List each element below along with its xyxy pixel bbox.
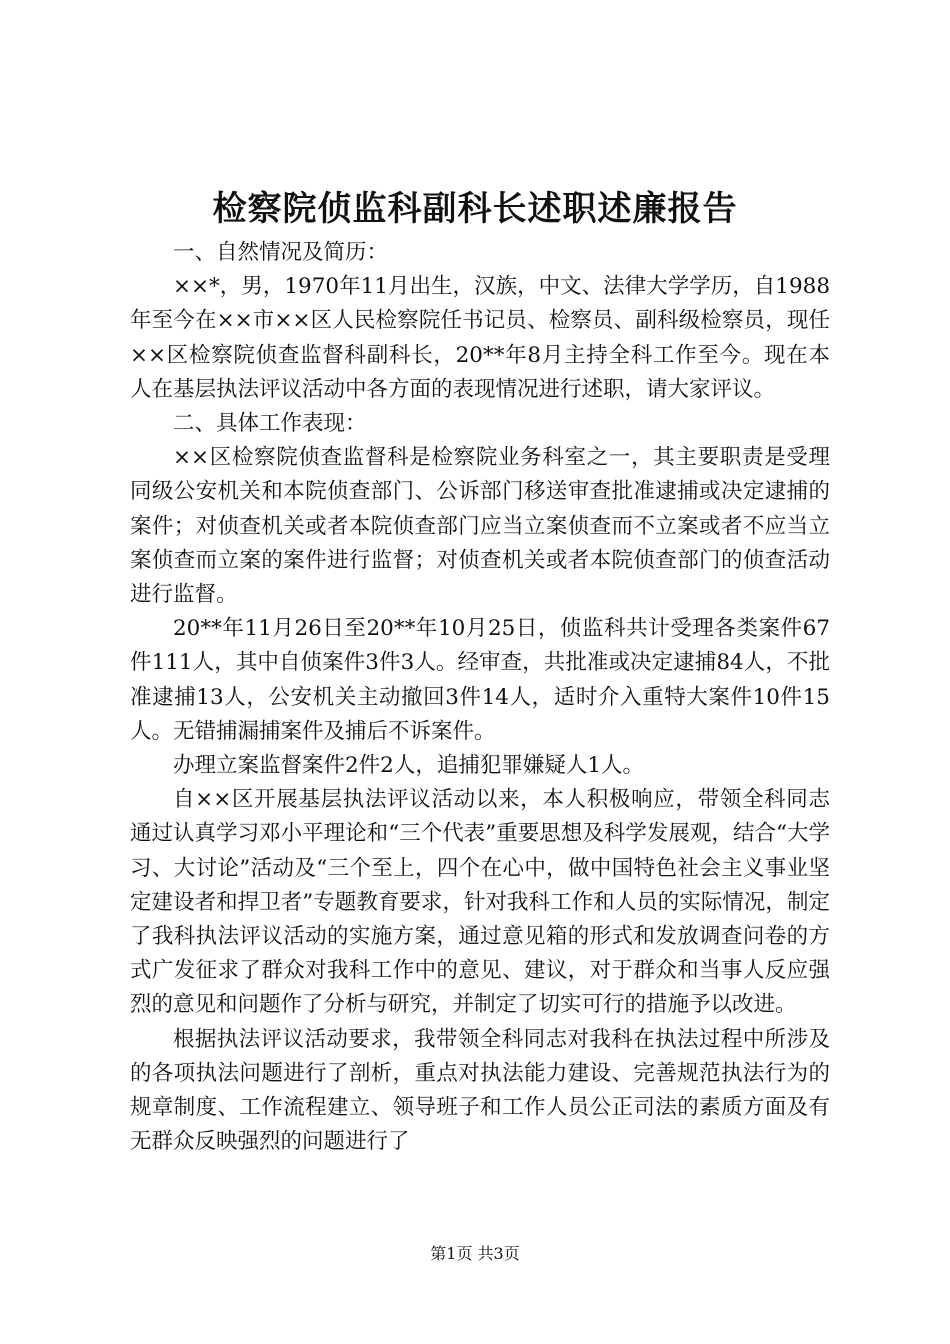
paragraph-problem-analysis: 根据执法评议活动要求，我带领全科同志对我科在执法过程中所涉及的各项执法问题进行了剖析，重点对执法能力建设、完善规范执法行为的规章制度、工作流程建立、领导班子和工作人员公正司法的素质方面及有无群众反映强烈的问题进行了 [130,1026,830,1155]
section-heading-work-performance: 二、具体工作表现： [173,411,367,437]
section-heading-natural-info: 一、自然情况及简历： [173,240,389,265]
paragraph-case-supervision: 办理立案监督案件2件2人，追捕犯罪嫌疑人1人。 [173,753,645,779]
paragraph-resume: ××*，男，1970年11月出生，汉族，中文、法律大学学历，自1988年至今在××市××区人民检察院任书记员、检察员、副科级检察员，现任××区检察院侦查监督科副科长，20**年8月主持全科工作至今。现在本人在基层执法评议活动中各方面的表现情况进行述职，请大家评议。 [130,274,830,402]
paragraph-department-duties: ××区检察院侦查监督科是检察院业务科室之一，其主要职责是受理同级公安机关和本院侦查部门、公诉部门移送审查批准逮捕或决定逮捕的案件；对侦查机关或者本院侦查部门应当立案侦查而不立案或者不应当立案侦查而立案的案件进行监督；对侦查机关或者本院侦查部门的侦查活动进行监督。 [130,445,830,608]
document-title: 检察院侦监科副科长述职述廉报告 [212,189,738,229]
paragraph-case-statistics: 20**年11月26日至20**年10月25日，侦监科共计受理各类案件67件111人，其中自侦案件3件3人。经审查，共批准或决定逮捕84人，不批准逮捕13人，公安机关主动撤回3件14人，适时介入重特大案件10件15人。无错捕漏捕案件及捕后不诉案件。 [130,616,830,744]
paragraph-evaluation-activity: 自××区开展基层执法评议活动以来，本人积极响应，带领全科同志通过认真学习邓小平理论和“三个代表”重要思想及科学发展观，结合“大学习、大讨论”活动及“三个至上，四个在心中，做中国特色社会主义事业坚定建设者和捍卫者”专题教育要求，针对我科工作和人员的实际情况，制定了我科执法评议活动的实施方案，通过意见箱的形式和发放调查问卷的方式广发征求了群众对我科工作中的意见、建议，对于群众和当事人反应强烈的意见和问题作了分析与研究，并制定了切实可行的措施予以改进。 [130,787,830,1018]
page-number-footer: 第1页 共3页 [430,1244,520,1263]
document-body [130,236,830,1159]
